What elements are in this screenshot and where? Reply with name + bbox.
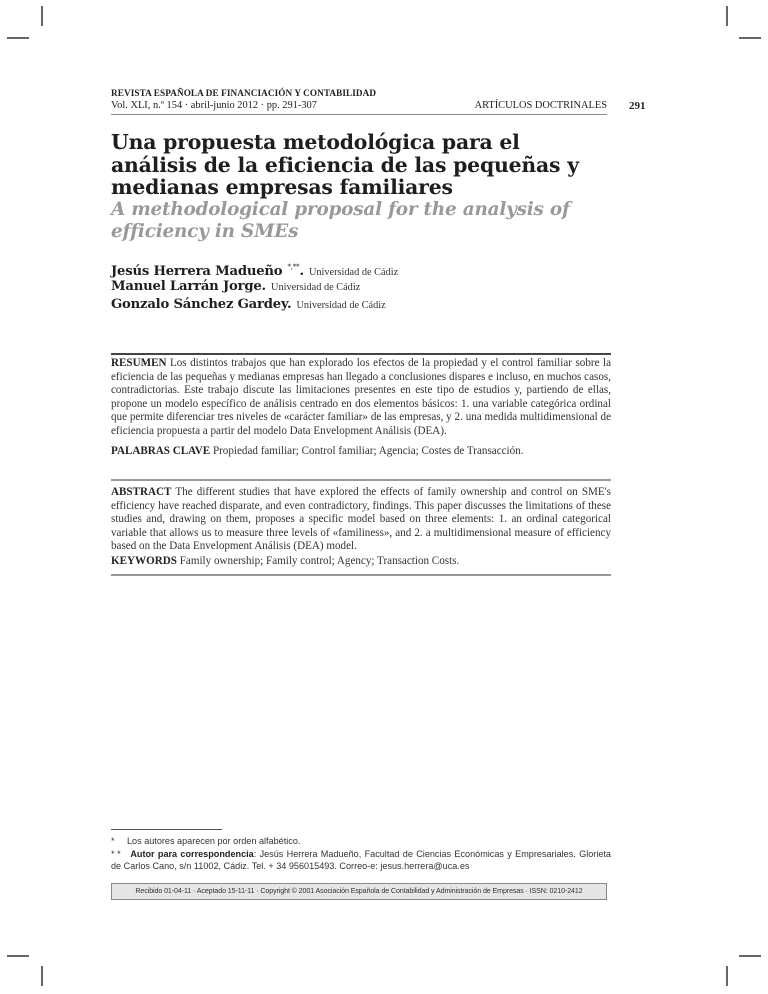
page-number: 291 xyxy=(629,100,646,112)
title-spanish-line: análisis de la eficiencia de las pequeñas y xyxy=(111,152,579,177)
section-label: ARTÍCULOS DOCTRINALES xyxy=(474,100,607,111)
issue-info: Vol. XLI, n.º 154 · abril-junio 2012 · pp. 291-307 xyxy=(111,100,317,111)
author-list xyxy=(111,258,398,312)
footnote-item xyxy=(111,835,611,848)
crop-mark-top-right-vertical xyxy=(726,6,728,26)
abstract-paragraph xyxy=(111,486,611,554)
resumen-paragraph xyxy=(111,357,611,439)
author-name: Gonzalo Sánchez Gardey xyxy=(111,297,287,312)
author-separator: . xyxy=(286,297,292,312)
resumen-label: RESUMEN xyxy=(111,357,167,369)
author-separator: . xyxy=(299,264,304,279)
keywords-text: Family ownership; Family control; Agency; Transaction Costs. xyxy=(179,555,460,567)
title-spanish-line: medianas empresas familiares xyxy=(111,175,453,199)
resumen-text: Los distintos trabajos que han explorado los efectos de la propiedad y el control familiar sobre la eficiencia de las pequeñas y medianas empresas han llegado a conclusiones dispares e incluso, en muchos casos, contradictorias. Este trabajo discute las limitaciones presentes en este tipo de estudios y, partiendo de ellas, propone un modelo específico de análisis centrado en dos elementos básicos: 1. una variable categórica ordinal que permite diferenciar tres niveles de «carácter familiar» de las empresas, y 2. una medida multidimensional de eficiencia propuesta a partir del modelo Data Envelopment Análisis (DEA). xyxy=(111,357,611,437)
keywords-label: KEYWORDS xyxy=(111,555,177,567)
footnote-text: : Jesús Herrera Madueño, Facultad de Ciencias Económicas y Empresariales. Glorieta de Carlos Cano, s/n 11002, Cádiz. Tel. + 34 956015493. Correo-e: jesus.herrera@uca.es xyxy=(111,848,611,871)
author-name: Jesús Herrera Madueño xyxy=(111,264,283,279)
author-footnote-marks: *,** xyxy=(287,263,300,271)
title-english-line: efficiency in SMEs xyxy=(111,221,299,242)
crop-mark-bottom-right-horizontal xyxy=(739,955,761,957)
footnote-mark: * * xyxy=(111,848,121,859)
crop-mark-bottom-left-horizontal xyxy=(7,955,29,957)
footnote-text: Los autores aparecen por orden alfabético. xyxy=(127,836,301,846)
author-item xyxy=(111,258,399,279)
abstract-label: ABSTRACT xyxy=(111,486,172,498)
author-affiliation: Universidad de Cádiz xyxy=(308,267,399,278)
footnote-mark: * xyxy=(111,836,115,846)
author-name: Manuel Larrán Jorge xyxy=(111,279,262,294)
footnote-strong-label: Autor para correspondencia xyxy=(130,848,254,859)
author-affiliation: Universidad de Cádiz xyxy=(296,300,386,311)
crop-mark-bottom-left-vertical xyxy=(41,966,43,986)
crop-mark-top-left-horizontal xyxy=(7,37,29,39)
received-copyright-box: Recibido 01-04-11 · Aceptado 15-11-11 · Copyright © 2001 Asociación Española de Contabilidad y Administración de Empresas · ISSN: 0210-2412 xyxy=(111,883,607,900)
abstract-top-rule xyxy=(111,479,611,481)
title-english-line: A methodological proposal for the analysis of xyxy=(111,199,570,220)
running-head xyxy=(111,88,607,115)
crop-mark-top-right-horizontal xyxy=(739,37,761,39)
keywords xyxy=(111,555,611,567)
palabras-clave xyxy=(111,445,611,457)
keywords-bottom-rule xyxy=(111,574,611,576)
footnote-separator xyxy=(111,829,222,830)
journal-name: REVISTA ESPAÑOLA DE FINANCIACIÓN Y CONTABILIDAD xyxy=(111,88,377,98)
palabras-clave-text: Propiedad familiar; Control familiar; Agencia; Costes de Transacción. xyxy=(212,445,524,457)
title-spanish xyxy=(111,131,611,199)
crop-mark-bottom-right-vertical xyxy=(726,966,728,986)
abstract-text: The different studies that have explored the effects of family ownership and control on SME's efficiency have reached disparate, and even contradictory, findings. This paper discusses the limitations of these studies and, drawing on them, proposes a specific model based on three elements: 1. an ordinal categorical variable that allows us to measure three levels of «familiness», and 2. a multidimensional measure of efficiency based on the Data Envelopment Análisis (DEA) model. xyxy=(111,486,612,553)
resumen-top-rule xyxy=(111,353,611,355)
footnotes xyxy=(111,835,611,873)
palabras-clave-label: PALABRAS CLAVE xyxy=(111,445,211,457)
author-item xyxy=(111,276,398,294)
footnote-item xyxy=(111,848,611,873)
author-separator: . xyxy=(261,279,266,294)
article-first-page xyxy=(111,88,612,895)
title-english xyxy=(111,199,611,243)
author-item xyxy=(111,294,398,312)
author-affiliation: Universidad de Cádiz xyxy=(271,282,361,293)
title-spanish-line: Una propuesta metodológica para el xyxy=(111,130,520,154)
crop-mark-top-left-vertical xyxy=(41,6,43,26)
